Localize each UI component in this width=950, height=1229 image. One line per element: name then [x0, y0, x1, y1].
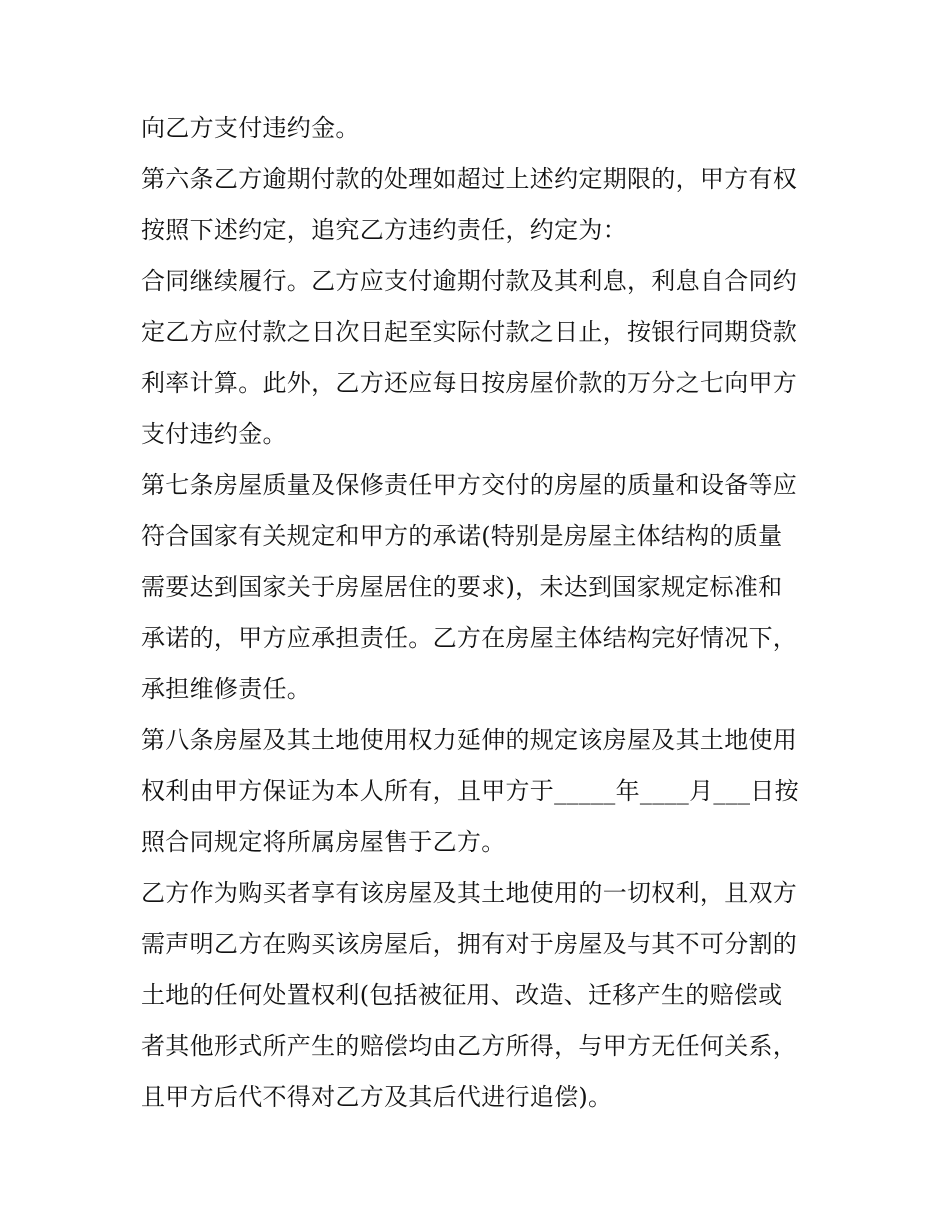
contract-text: [141, 103, 821, 1123]
text-line: 乙方作为购买者享有该房屋及其土地使用的一切权利，且双方: [141, 879, 798, 907]
text-line: 承担维修责任。: [141, 675, 312, 703]
text-line: 按照下述约定，追究乙方违约责任，约定为：: [141, 216, 627, 244]
text-line: 照合同规定将所属房屋售于乙方。: [141, 828, 506, 856]
text-line: 需声明乙方在购买该房屋后，拥有对于房屋及与其不可分割的: [141, 930, 798, 958]
text-line: 合同继续履行。乙方应支付逾期付款及其利息，利息自合同约: [141, 267, 798, 295]
text-line: 土地的任何处置权利(包括被征用、改造、迁移产生的赔偿或: [141, 981, 783, 1009]
text-line: 向乙方支付违约金。: [141, 114, 360, 142]
text-line: 权利由甲方保证为本人所有，且甲方于_____年____月___日按: [141, 777, 799, 805]
text-line: 利率计算。此外，乙方还应每日按房屋价款的万分之七向甲方: [141, 369, 798, 397]
text-line: 支付违约金。: [141, 420, 287, 448]
text-line: 且甲方后代不得对乙方及其后代进行追偿)。: [141, 1083, 613, 1111]
text-line: 符合国家有关规定和甲方的承诺(特别是房屋主体结构的质量: [141, 522, 783, 550]
text-line: 需要达到国家关于房屋居住的要求)，未达到国家规定标准和: [141, 573, 783, 601]
text-line: 第七条房屋质量及保修责任甲方交付的房屋的质量和设备等应: [141, 471, 798, 499]
text-line: 第六条乙方逾期付款的处理如超过上述约定期限的，甲方有权: [141, 165, 798, 193]
text-line: 定乙方应付款之日次日起至实际付款之日止，按银行同期贷款: [141, 318, 798, 346]
text-line: 承诺的，甲方应承担责任。乙方在房屋主体结构完好情况下，: [141, 624, 798, 652]
text-line: 第八条房屋及其土地使用权力延伸的规定该房屋及其土地使用: [141, 726, 798, 754]
text-line: 者其他形式所产生的赔偿均由乙方所得，与甲方无任何关系，: [141, 1032, 798, 1060]
